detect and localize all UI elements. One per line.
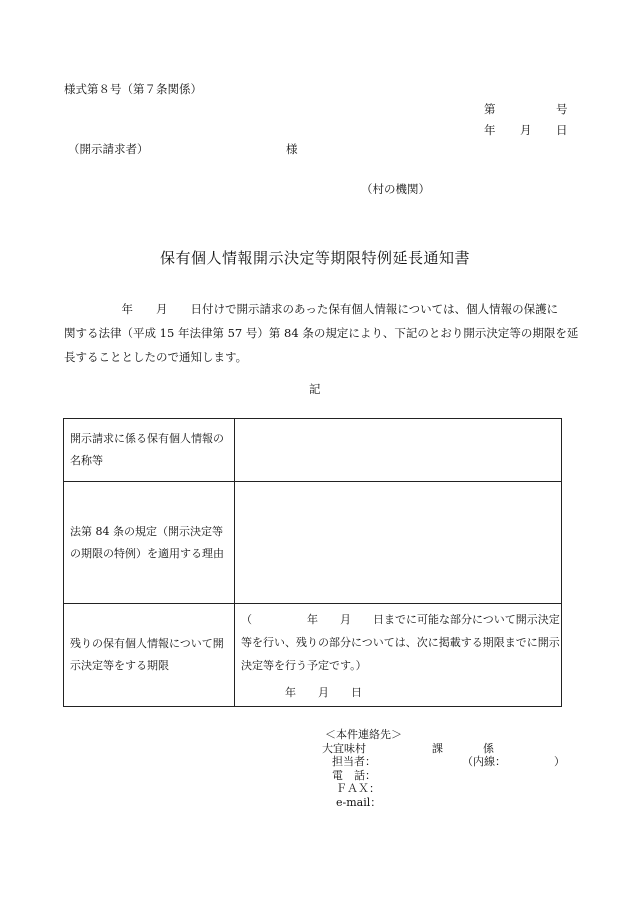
row3-value-text: （ 年 月 日までに可能な部分について開示決定等を行い、残りの部分については、次に掲載する期限までに開示決定等を行う予定です。） bbox=[241, 613, 560, 672]
row1-value bbox=[235, 419, 562, 482]
contact-person-row bbox=[322, 755, 565, 769]
form-number: 様式第８号（第７条関係） bbox=[64, 82, 202, 96]
date-day: 日 bbox=[556, 123, 568, 137]
row1-label: 開示請求に係る保有個人情報の名称等 bbox=[64, 419, 235, 482]
contact-block bbox=[322, 728, 565, 809]
requester-label: （開示請求者） bbox=[68, 142, 149, 156]
contact-phone: 電 話： bbox=[332, 768, 376, 782]
body-paragraph bbox=[64, 297, 579, 369]
details-table bbox=[63, 418, 562, 707]
contact-ka: 課 bbox=[432, 741, 443, 755]
document-title: 保有個人情報開示決定等期限特例延長通知書 bbox=[160, 249, 471, 267]
row3-value-cell bbox=[235, 604, 562, 707]
row2-label: 法第 84 条の規定（開示決定等の期限の特例）を適用する理由 bbox=[64, 482, 235, 604]
contact-department-row bbox=[322, 742, 565, 756]
contact-extension-close: ） bbox=[554, 755, 565, 768]
contact-village: 大宜味村 bbox=[322, 741, 366, 755]
issuing-organ: （村の機関） bbox=[361, 182, 430, 196]
contact-email: e-mail： bbox=[336, 795, 382, 809]
body-line-1: 年 月 日付けで開示請求のあった保有個人情報については、個人情報の保護に bbox=[64, 302, 559, 316]
document-number-go: 号 bbox=[556, 102, 568, 116]
date-month: 月 bbox=[520, 123, 532, 137]
contact-person: 担当者： bbox=[332, 755, 376, 768]
table-row bbox=[64, 482, 562, 604]
contact-fax: ＦＡＸ： bbox=[336, 782, 380, 795]
table-row bbox=[64, 419, 562, 482]
row2-value bbox=[235, 482, 562, 604]
contact-kakari: 係 bbox=[483, 741, 494, 755]
contact-heading: ＜本件連絡先＞ bbox=[325, 728, 402, 741]
requester-sama: 様 bbox=[286, 142, 298, 156]
body-line-3: 長することとしたので通知します。 bbox=[64, 350, 248, 364]
contact-extension: （内線： bbox=[462, 755, 506, 768]
document-number-dai: 第 bbox=[484, 102, 496, 116]
table-row bbox=[64, 604, 562, 707]
row3-label: 残りの保有個人情報について開示決定等をする期限 bbox=[64, 604, 235, 707]
ki-label: 記 bbox=[309, 382, 321, 396]
row3-date: 年 月 日 bbox=[285, 686, 362, 699]
body-line-2: 関する法律（平成 15 年法律第 57 号）第 84 条の規定により、下記のとおり開示決定等の期限を延 bbox=[64, 326, 579, 340]
date-year: 年 bbox=[484, 123, 496, 137]
